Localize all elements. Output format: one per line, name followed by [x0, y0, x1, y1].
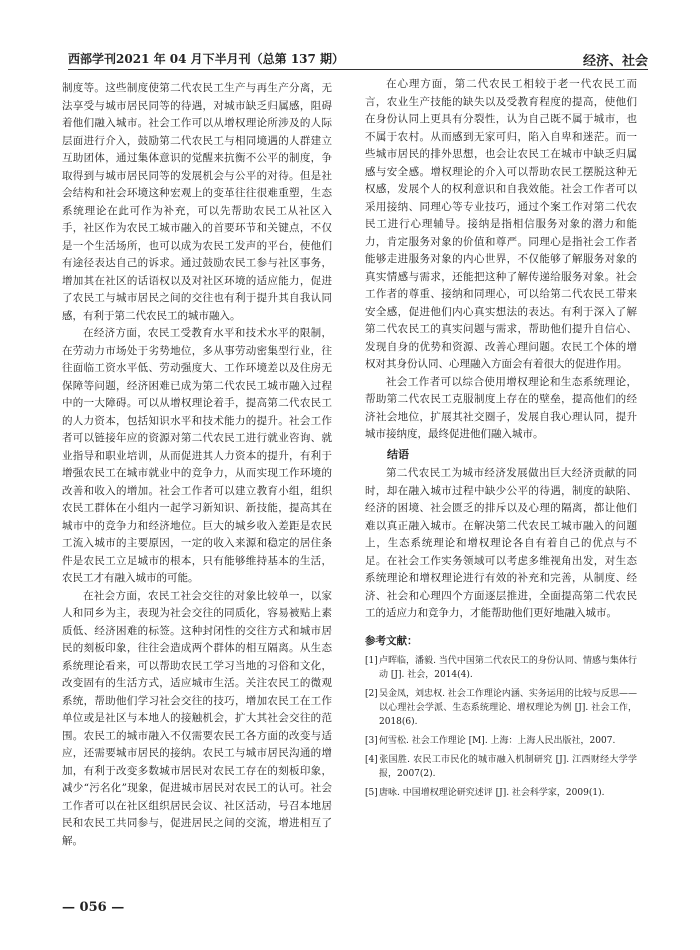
reference-number: [3]: [365, 736, 378, 746]
conclusion-paragraph: 第二代农民工为城市经济发展做出巨大经济贡献的同时，却在融入城市过程中缺少公平的待遇，制度的缺陷、经济的困境、社会匮乏的排斥以及心理的隔离，都让他们难以真正融入城市。在解决第二代农民工城市融入的问题上，生态系统理论和增权理论各自有着自己的优点与不足。在社会工作实务领域可以考虑多维视角出发，对生态系统理论和增权理论进行有效的补充和完善，从制度、经济、社会和心理四个方面逐层推进，全面提高第二代农民工的适应力和竞争力，才能帮助他们更好地融入城市。: [365, 467, 637, 619]
right-column: [365, 76, 637, 805]
reference-item: [365, 753, 637, 781]
paragraph: 在社会方面，农民工社会交往的对象比较单一，以家人和同乡为主，表现为社会交往的同质化，容易被贴上素质低、经济困难的标签。这种封闭性的交往方式和城市居民的刻板印象，往往会造成两个群体的相互隔离。从生态系统理论看来，可以帮助农民工学习当地的习俗和文化，改变固有的生活方式，适应城市生活。关注农民工的微观系统，帮助他们学习社会交往的技巧，增加农民工在工作单位或是社区与本地人的接触机会，扩大其社会交往的范围。农民工的城市融入不仅需要农民工各方面的改变与适应，还需要城市居民的接纳。农民工与城市居民沟通的增加，有利于改变多数城市居民对农民工存在的刻板印象，减少“污名化”现象，促进城市居民对农民工的认可。社会工作者可以在社区组织居民会议、社区活动，号召本地居民和农民工共同参与，促进居民之间的交流，增进相互了解。: [62, 589, 332, 847]
journal-name: 西部学刊: [68, 52, 117, 66]
reference-number: [1]: [365, 656, 378, 666]
paragraph: 制度等。这些制度使第二代农民工生产与再生产分离，无法享受与城市居民同等的待遇，对城市缺乏归属感，阻碍着他们融入城市。社会工作可以从增权理论所涉及的人际层面进行介入，鼓励第二代农民工与相同境遇的人群建立互助团体，通过集体意识的觉醒来抗衡不公平的制度，争取得到与城市居民同等的发展机会与公平的对待。但是社会结构和社会环境这种宏观上的变革往往很难重塑，生态系统理论在此可作为补充，可以先帮助农民工从社区入手，社区作为农民工城市融入的首要环节和关键点，不仅是一个生活场所，也可以成为农民工发声的平台，使他们有途径表达自己的诉求。通过鼓励农民工参与社区事务，增加其在社区的话语权以及对社区环境的适应能力，促进了农民工与城市居民之间的交往也有利于提升其自我认同感，有利于第二代农民工的城市融入。: [62, 82, 332, 322]
reference-item: [365, 687, 637, 729]
reference-item: [365, 654, 637, 682]
paragraph: 在心理方面，第二代农民工相较于老一代农民工而言，农业生产技能的缺失以及受教育程度的提高，使他们在身份认同上更具有分裂性，认为自己既不属于城市，也不属于农村。从而感到无家可归，陷入自卑和迷茫。而一些城市居民的排外思想，也会让农民工在城市中缺乏归属感与安全感。增权理论的介入可以帮助农民工摆脱这种无权感，发展个人的权利意识和自我效能。社会工作者可以采用接纳、同理心等专业技巧，通过个案工作对第二代农民工进行心理辅导。接纳是指相信服务对象的潜力和能力，肯定服务对象的价值和尊严。同理心是指社会工作者能够走进服务对象的内心世界，不仅能够了解服务对象的真实情感与需求，还能把这种了解传递给服务对象。社会工作者的尊重、接纳和同理心，可以给第二代农民工带来安全感，促进他们内心真实想法的表达。有利于深入了解第二代农民工的真实问题与需求，帮助他们提升自信心、发现自身的优势和资源、改善心理问题。农民工个体的增权对其身份认同、心理融入方面会有着很大的促进作用。: [365, 78, 637, 370]
reference-text: 张国胜. 农民工市民化的城市融入机制研究 [J]. 江西财经大学学报，2007(2).: [379, 755, 637, 779]
page-number: — 056 —: [62, 900, 125, 915]
conclusion-heading: 结语: [387, 447, 409, 461]
page-header: [68, 48, 648, 70]
reference-number: [2]: [365, 689, 378, 699]
paragraph: 在经济方面，农民工受教育水平和技术水平的限制，在劳动力市场处于劣势地位，多从事劳动密集型行业，往往面临工资水平低、劳动强度大、工作环境差以及住房无保障等问题，经济困难已成为第二代农民工城市融入过程中的一大障碍。可以从增权理论着手，提高第二代农民工的人力资本，包括知识水平和技术能力的提升。社会工作者可以链接年应的资源对第二代农民工进行就业咨询、就业指导和职业培训，从而促进其人力资本的提升，有利于增强农民工在城市就业中的竞争力，从而实现工作环境的改善和收入的增加。社会工作者可以建立教育小组，组织农民工群体在小组内一起学习新知识、新技能，提高其在城市中的竞争力和经济地位。巨大的城乡收入差距是农民工流入城市的主要原因，一定的收入来源和稳定的居住条件是农民工立足城市的根本，只有能够维持基本的生活，农民工才有融入城市的可能。: [62, 327, 332, 584]
reference-text: 唐咏. 中国增权理论研究述评 [J]. 社会科学家，2009(1).: [379, 788, 605, 798]
reference-item: [365, 786, 637, 800]
issue-info: 2021 年 04 月下半月刊（总第 137 期）: [116, 52, 345, 66]
journal-issue-line: [68, 50, 344, 67]
reference-number: [4]: [365, 755, 378, 765]
left-column: [62, 80, 332, 850]
paragraph: 社会工作者可以综合使用增权理论和生态系统理论，帮助第二代农民工克服制度上存在的壁垒，提高他们的经济社会地位，扩展其社交圈子，发展自我心理认同，提升城市接纳度，最终促进他们融入城市。: [365, 375, 637, 440]
reference-number: [5]: [365, 788, 378, 798]
reference-text: 吴金凤，刘忠权. 社会工作理论内涵、实务运用的比较与反思——以心理社会学派、生态系统理论、增权理论为例 [J]. 社会工作，2018(6).: [379, 689, 637, 727]
reference-text: 何雪松. 社会工作理论 [M]. 上海：上海人民出版社，2007.: [379, 736, 616, 746]
references-heading: 参考文献：: [365, 634, 418, 647]
section-label: 经济、社会: [582, 54, 648, 69]
reference-text: 卢晖临，潘毅. 当代中国第二代农民工的身份认同、情感与集体行动 [J]. 社会，2014(4).: [379, 656, 637, 680]
header-rule: [68, 69, 648, 70]
reference-item: [365, 734, 637, 748]
